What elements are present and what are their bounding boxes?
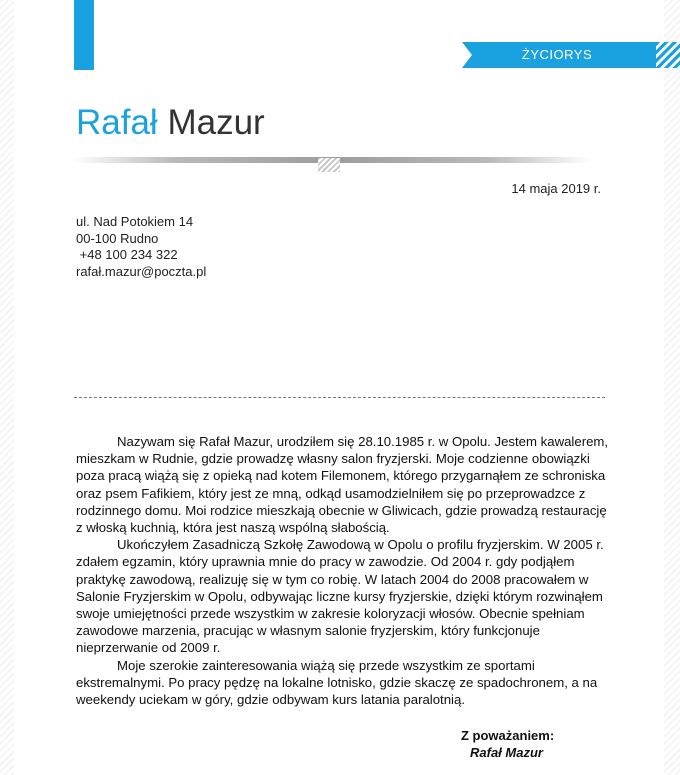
- contact-phone-number: +48 100 234 322: [79, 247, 178, 262]
- contact-email: rafał.mazur@poczta.pl: [76, 263, 207, 279]
- body-paragraph-1: Nazywam się Rafał Mazur, urodziłem się 28.10.1985 r. w Opolu. Jestem kawalerem, mieszkam w Rudnie, gdzie prowadzę własny salon fryzjerski. Moje codzienne obowiązki poza pracą wiążą się z opieką nad kotem Filemonem, którego przygarnąłem ze schroniska oraz psem Fafikiem, który jest ze mną, odkąd usamodzielniłem się po przeprowadzce z rodzinnego domu. Moi rodzice mieszkają obecnie w Gliwicach, gdzie prowadzą restaurację z włoską kuchnią, która jest naszą wspólną słabością.: [76, 434, 609, 536]
- section-divider: [74, 397, 605, 398]
- page-edge-pattern-right: [664, 0, 680, 775]
- letter-date: 14 maja 2019 r.: [511, 181, 601, 196]
- first-name: Rafał: [76, 103, 158, 142]
- contact-phone: [76, 247, 206, 264]
- body-paragraph-2: Ukończyłem Zasadniczą Szkołę Zawodową w Opolu o profilu fryzjerskim. W 2005 r. zdałem egzamin, który uprawnia mnie do pracy w zawodzie. Od 2004 r. gdy podjąłem praktykę zawodową, realizuję się w tym co robię. W latach 2004 do 2008 pracowałem w Salonie Fryzjerskim w Opolu, odbywając liczne kursy fryzjerskie, dzięki którym rozwinąłem swoje umiejętności przede wszystkim w zakresie koloryzacji włosów. Obecnie spełniam zawodowe marzenia, pracując w własnym salonie fryzjerskim, który funkcjonuje nieprzerwanie od 2009 r.: [76, 537, 604, 656]
- body-paragraph-3: Moje szerokie zainteresowania wiążą się przede wszystkim ze sportami ekstremalnymi. Po pracy pędzę na lokalne lotnisko, gdzie skaczę ze spadochronem, a na weekendy uciekam w góry, gdzie odbywam kurs latania paralotnią.: [76, 657, 598, 708]
- letter-body: [76, 433, 610, 708]
- section-label: ŻYCIORYS: [521, 47, 593, 62]
- last-name: Mazur: [167, 103, 265, 142]
- section-banner-stripes: [656, 42, 680, 68]
- contact-street: ul. Nad Potokiem 14: [76, 214, 194, 229]
- page-edge-pattern-left: [0, 0, 14, 775]
- top-accent-bar: [74, 0, 94, 70]
- name-rule-accent: [318, 158, 340, 172]
- closing-salutation: Z poważaniem:: [461, 728, 555, 743]
- contact-city: 00-100 Rudno: [76, 230, 159, 246]
- contact-block: [76, 214, 206, 280]
- signature-name: Rafał Mazur: [470, 745, 543, 760]
- section-banner: [462, 42, 680, 68]
- person-name: [76, 101, 265, 145]
